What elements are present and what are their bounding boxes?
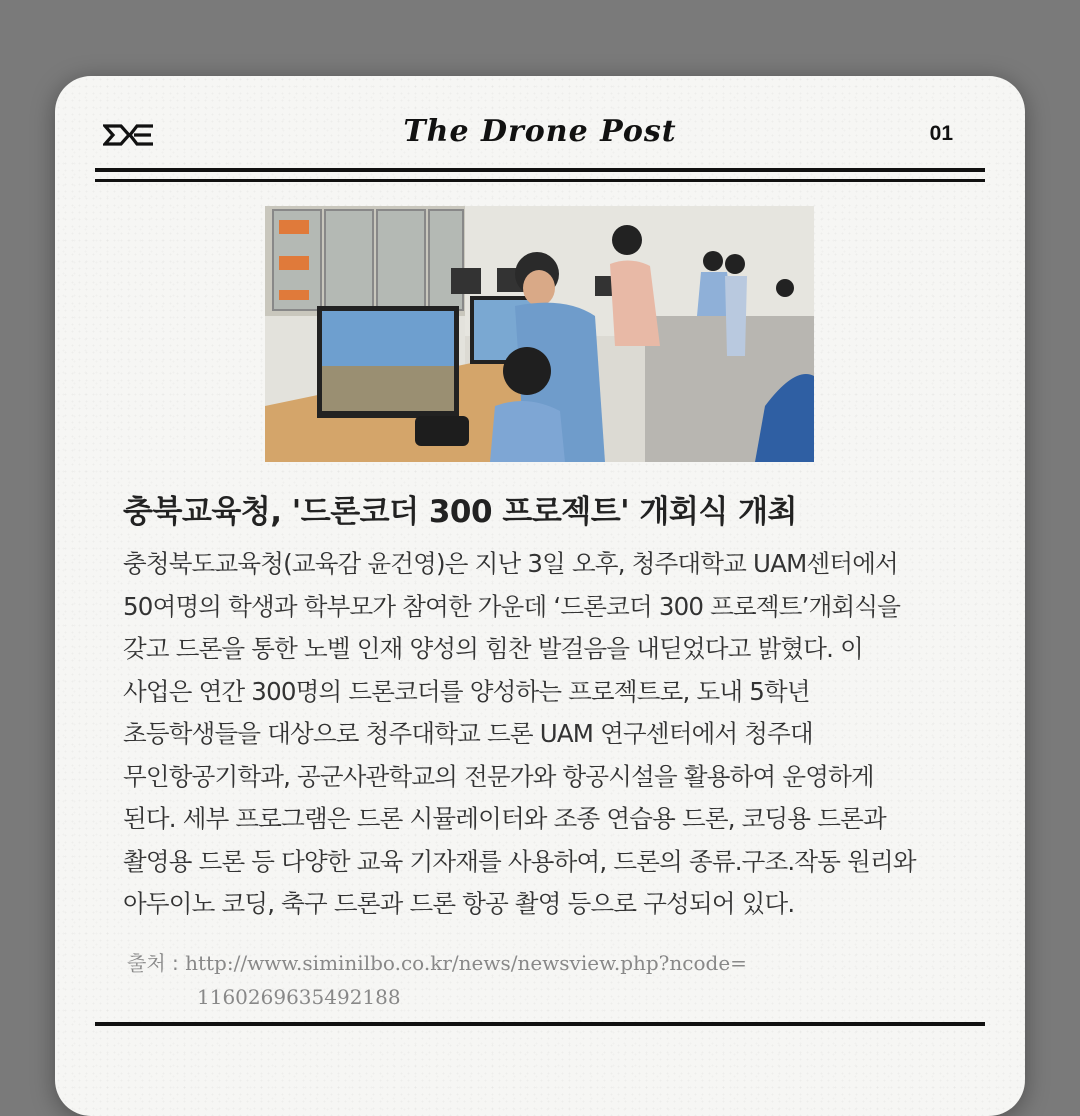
footer-divider <box>95 1022 985 1026</box>
page-number: 01 <box>929 122 953 145</box>
article-body-line: 초등학생들을 대상으로 청주대학교 드론 UAM 연구센터에서 청주대 <box>123 719 813 748</box>
article-body <box>123 543 973 926</box>
article-body-line: 갖고 드론을 통한 노벨 인재 양성의 힘찬 발걸음을 내딛었다고 밝혔다. 이 <box>123 634 864 663</box>
source-citation <box>127 946 947 1014</box>
article-body-line: 충청북도교육청(교육감 윤건영)은 지난 3일 오후, 청주대학교 UAM센터에서 <box>123 549 898 578</box>
article-headline: 충북교육청, '드론코더 300 프로젝트' 개회식 개최 <box>123 494 797 530</box>
article-photo <box>265 206 814 462</box>
masthead-title: The Drone Post <box>403 114 677 149</box>
article-body-line: 사업은 연간 300명의 드론코더를 양성하는 프로젝트로, 도내 5학년 <box>123 676 810 706</box>
article-body-line: 50여명의 학생과 학부모가 참여한 가운데 ‘드론코더 300 프로젝트’개회식을 <box>123 591 901 621</box>
classroom-photo-illustration <box>265 206 814 462</box>
article-body-line: 아두이노 코딩, 축구 드론과 드론 항공 촬영 등으로 구성되어 있다. <box>123 889 795 918</box>
source-url-continued[interactable]: 1160269635492188 <box>197 985 401 1009</box>
header-divider <box>95 168 985 172</box>
source-label: 출처 : <box>127 951 186 975</box>
article-body-line: 촬영용 드론 등 다양한 교육 기자재를 사용하여, 드론의 종류.구조.작동 원리와 <box>123 846 916 876</box>
header-divider-secondary <box>95 179 985 182</box>
source-url[interactable]: http://www.siminilbo.co.kr/news/newsview.php?ncode= <box>185 951 747 975</box>
article-body-line: 무인항공기학과, 공군사관학교의 전문가와 항공시설을 활용하여 운영하게 <box>123 761 874 791</box>
news-card <box>55 76 1025 1116</box>
article-body-line: 된다. 세부 프로그램은 드론 시뮬레이터와 조종 연습용 드론, 코딩용 드론과 <box>123 804 886 833</box>
